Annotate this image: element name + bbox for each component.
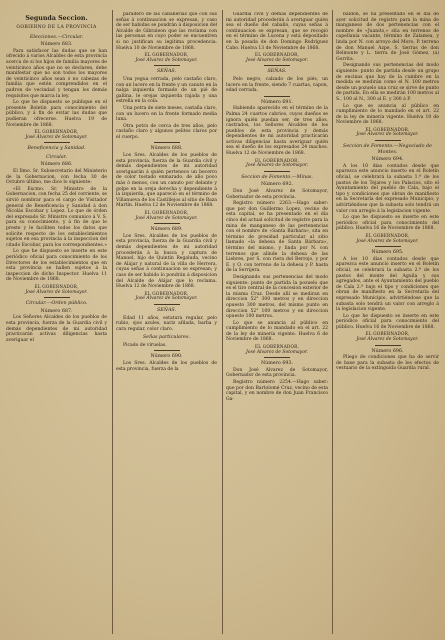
separator-rule [44, 297, 70, 298]
article-number: Número 689. [150, 227, 183, 233]
separator-rule [264, 65, 290, 66]
paragraph: Los Sres. Alcaldes de los pueblos de esta provincia, fuerza de la Guardia civil y demás dependientes de mi autoridad procederán á la busca y captura de Manuel, hijo de Quintín Regaluda, vecino de Alájar y natural de la villa de Herrera, cuyas señas á continuacion se expresan; y caso de ser habido lo pondrán á disposicion del Alcalde de Alájar que lo reclama. Huelva 12 de Noviembre de 1868. [116, 233, 217, 290]
separator-rule [375, 246, 401, 247]
separator-rule [375, 140, 401, 141]
signature-title: EL GOBERNADOR, [144, 210, 189, 215]
paragraph: Para satisfacer las dudas que se han ofrecido á varios Alcaldes de esta provincia acerca de si los hijos de familia mayores de veinticinco años que no se declaren, debe manifestar que no son todos los mayores de veinticinco años sean ó no cabezas de familia que estén comprendidos en el padron de vecindad y tengan los demás requisitos que marca la ley. [6, 48, 107, 99]
paragraph: Picado de viruelas. [123, 342, 167, 348]
column-rule [332, 10, 333, 634]
column-1 [6, 12, 107, 636]
article-number: Número 687. [40, 308, 73, 314]
paragraph: Pliego de condiciones que ha de servir de base para la subasta de los efectos de vestuario de la extinguida Guardia rural. [336, 355, 439, 372]
signature-name: José Alvarez de Sotomayor. [25, 134, 88, 140]
article-heading: Circular.—Orden público. [25, 301, 88, 307]
signature-name: José Alvarez de Sotomayor. [356, 238, 419, 244]
separator-rule [264, 96, 290, 97]
section-heading: Segunda Seccion. [25, 15, 88, 22]
paragraph: Registro número 2263.—Hago saber: que por don Guillermo Lopez, vecino de esta capital, se ha presentado en el día cinco del actual solicitud de registro para la mina de manganeso de las pertenencias con el nombre de «Santa Bárbara», sita en término de presidad particular al sitio llamado «la dehesa de Santa Bárbara», término del mismo, y linda por N. con terrenos que alinde la dehesa de las Liebres, por S. con riera del Berrojo, y por E. y O. con terreno de la dehesa y P. hasta de la Serrijera. [226, 201, 328, 274]
column-3 [226, 12, 328, 636]
article-heading: Señas particulares. [142, 335, 191, 341]
signature-name: José Alvarez de Sotomayor. [245, 57, 309, 63]
separator-rule [154, 350, 180, 351]
paragraph: Lo que se anuncia al público en cumplimiento de lo mandado en el art. 22 de la ley de minería vigente. Huelva 10 de Noviembre de 1868. [336, 103, 439, 126]
article-heading: Seccion de Fomento.—Negociado de Montes. [343, 144, 432, 155]
section-subheading: GOBIERNO DE LA PROVINCIA [16, 25, 97, 30]
paragraph: baldon, se ha presentado en el día de ayer solicitud de registro para la mina de manganeso de dos pertenencias con el nombre de «Juanito,» sita en terrenos de capellanía vacante, término de Zalamea, y linda por N. con arroyo del Moro, P. terreno de don Manuel Azpe, S. tierras de don Belmonte y L. tierra de José Gómez, (a) Gorrita. [336, 12, 439, 62]
paragraph: paradero de las caballerías que con sus señas á continuacion se expresan, y caso de ser habidas se pondrán á disposicion del Alcalde de Gibraleon que las reclama con las personas en cuyo poder se encuentren si no justifican su legítima procedencia. Huelva 10 de Noviembre de 1868. [116, 12, 217, 51]
separator-rule [154, 304, 180, 305]
signature-name: José Alvarez de Sotomayor. [245, 349, 309, 355]
separator-rule [154, 65, 180, 66]
signature-title: EL GOBERNADOR, [365, 232, 410, 238]
paragraph: «El Excmo. Sr. Ministro de la Gobernacion, con fecha 25 del corriente, se sirvió nombrar para el cargo de Visitador general de Beneficencia y Sanidad á don Nicolás Escobar y Lopez. Lo que de órden del expresado Sr. Ministro comunico á V. S. para su conocimiento, y á fin de que le preste y le faciliten todos los datos que solicite respecto de los establecimientos sujetos en esa provincia á la inspeccion del citado Escobar, para los correspondientes.» [6, 186, 107, 248]
signature-title: EL GOBERNADOR, [365, 331, 410, 337]
signature-name: José Alvarez de Sotomayor. [245, 163, 309, 169]
article-heading: SEÑAS. [156, 69, 177, 75]
paragraph: Don José Alvarez de Sotomayor, Gobernador de esta provincia. [226, 367, 328, 379]
article-number: Número 692. [260, 182, 294, 188]
separator-rule [44, 142, 70, 143]
article-number: Número 686. [40, 162, 73, 168]
signature-name: José Alvarez de Sotomayor. [135, 296, 198, 302]
signature-title: EL GOBERNADOR, [255, 157, 299, 163]
paragraph: Los Sres. Alcaldes de los pueblos de esta provincia, fuerza de la [116, 361, 217, 372]
paragraph: Lo que se anuncia al público en cumplimiento de lo mandado en el art. 22 de la ley de minería vigente. Huelva 6 de Noviembre de 1868. [226, 320, 328, 343]
paragraph: A los 10 días contados desde que aparezca este anuncio inserto en el Boletín oficial, se celebrará la subasta 1.ª de los pastos de los Tejares y los Palacios, sito el Ayuntamiento del pueblo de Cala, bajo el tipo y condiciones que obran de manifiesto en la Secretaría del expresado Municipio, y advirtiéndose que la subasta solo tendrá un valor con arreglo á la legislacion vigente. [336, 163, 439, 214]
paragraph: Don José Alvarez de Sotomayor, Gobernador de esta provincia. [226, 189, 328, 200]
separator-rule [154, 142, 180, 143]
column-rule [112, 10, 113, 634]
article-number: Número 683. [40, 42, 73, 48]
paragraph: Edad 11 años, estatura regular, pelo rubio, ojos azules, nariz afilada, barba y cara regular, color claro. [116, 315, 217, 332]
signature-title: EL GOBERNADOR, [255, 52, 299, 58]
article-heading: Beneficencia y Sanidad. [27, 146, 86, 152]
paragraph: Lo que he dispuesto se publique en el presente Boletin para conocimiento del público, y á fin de evitar las dudas que pudieran ofrecerse. Huelva 19 de Noviembre de 1868. [6, 100, 107, 128]
column-rule [222, 10, 223, 634]
separator-rule [375, 345, 401, 346]
paragraph: Habiendo aparecido en el término de la Palma 24 cuartos cabrios, cuyos dueños se ignora quién puedan ser, de tres años, castrados, los Señores Alcaldes de los pueblos de esta provincia y demás dependientes de mi autoridad practicarán activas diligencias hasta averiguar quién sea el dueño de los expresados 24 machos. Huelva 12 de Noviembre de 1868. [226, 106, 328, 157]
article-number: Número 696. [371, 348, 404, 354]
signature-name: José Alvarez de Sotomayor. [135, 215, 198, 221]
article-heading: Circular. [46, 154, 67, 160]
article-heading: SEÑAS. [156, 307, 177, 313]
article-heading: Seccion de Fomento.—Minas. [241, 174, 313, 180]
paragraph: Una yegua cerrada, pelo castaño claro, con un lucero en la frente y un canuto en la nalga izquierda formado de un pié de gallina, le orejas izquierda rajada y una estrella en la cola. [116, 76, 217, 105]
paragraph: Guardia civil y demás dependientes de mi autoridad procederán á averiguar quién sea el dueño del caballo, cuyas señas á continuacion se expresan, que se recogió en el término de Lucena y está depositado en la posada de don Domingo Rodriguez Cabo. Huelva 13 de Noviembre de 1868. [226, 12, 328, 51]
column-2 [116, 12, 217, 636]
signature-name: José Alvarez de Sotomayor. [25, 289, 88, 295]
separator-rule [154, 223, 180, 224]
separator-rule [264, 357, 290, 358]
article-number: Número 688. [150, 146, 183, 152]
signature-title: EL GOBERNADOR, [144, 290, 189, 296]
signature-title: EL GOBERNADOR, [34, 283, 79, 289]
paragraph: Una potra de siete meses, castaña claro, con un lucero en la frente formado media luna. [116, 105, 217, 123]
signature-name: José Alvarez de Sotomayor. [135, 57, 198, 63]
article-number: Número 690. [150, 354, 183, 360]
signature-name: José Alvarez de Sotomayor. [356, 132, 419, 138]
article-number: Número 694. [371, 157, 404, 163]
paragraph: Designando sus pertenencias del modo siguiente: punto de partida la pozuelo que es el tiro central de la concesion exterior de la misma Cruz. Desde allí se mediran en direccion 52° 300 metros y en direccion opuesto 300 metros, del mismo punto en direccion 52° 100 metros y en direccion opuesto 100 metros. [226, 274, 328, 320]
paragraph: Lo que he dispuesto se inserte en este periódico oficial para conocimiento de los Directores de los establecimientos que en esta provincia se hallen sujetos á la inspeccion de dicho Inspector. Huelva 11 de Noviembre de 1868. [6, 249, 107, 283]
article-heading: SEÑAS. [267, 69, 287, 75]
paragraph: Lo que he dispuesto se inserte en este periódico oficial para conocimiento del público. Huelva 16 de Noviembre de 1868. [336, 215, 439, 232]
paragraph: A los 10 días contados desde que aparezca este anuncio inserto en el Boletín oficial, se celebrará la subasta 2.ª de los pastos del monte del Aguila y sus agregados, ante el Ayuntamiento del pueblo de Cala 2.ª bajo el tipo y condiciones que obran de manifiesto en la Secretaría del expresado Municipio, advirtiéndose que la subasta solo tendrá un valor con arreglo á la legislacion vigente. [336, 256, 439, 313]
paragraph: Pelo negro, calzado de los piés, un lucero en la frente, siendo 7 cuartas, capon, edad cerrada. [226, 76, 328, 94]
signature-title: EL GOBERNADOR, [144, 52, 189, 58]
signature-title: EL GOBERNADOR, [34, 129, 79, 135]
signature-title: EL GOBERNADOR, [255, 344, 299, 350]
column-4 [336, 12, 439, 636]
paragraph: El Ilmo. Sr. Subsecretario del Ministerio de la Gobernacion, con fecha 30 de Octubre último, me dice lo siguiente: [6, 169, 107, 186]
article-heading: Elecciones.—Circular. [29, 34, 84, 40]
article-number: Número 693. [260, 361, 294, 367]
article-number: Número 695. [371, 250, 404, 256]
signature-name: José Alvarez de Sotomayor. [356, 337, 419, 343]
paragraph: Otra potra de cerca de tres años, pelo castaño claro y algunos pelitos claros por el cuerpo. [116, 123, 217, 140]
paragraph: Los Señores Alcaldes de los pueblos de esta provincia, fuerza de la Guardia civil y demás dependientes de mi autoridad practicarán activas diligencias hasta averiguar el [6, 315, 107, 343]
paragraph: Lo que he dispuesto se inserte en este periódico oficial para conocimiento del público. Huelva 16 de Noviembre de 1868. [336, 313, 439, 330]
paragraph: Registro número 2254.—Hago saber: que por don Bartolomé Cruz, vecino de esta capital, y en nombre de don Juan Francisco Ga- [226, 380, 328, 402]
separator-rule [264, 171, 290, 172]
signature-title: EL GOBERNADOR, [365, 126, 410, 132]
paragraph: Los Sres. Alcaldes de los pueblos de esta provincia, fuerza de la Guardia civil y demás dependientes de mi autoridad averiguarán á quién pertenece un becerro de color tostado enmarado, de año poco más ó menos, con un canuto por delante y golpe en la oreja derecha y dependiente á la izquierda, que apareció en el término de Villanueva de los Castillejos al sitio de Baza Martín. Huelva 12 de Noviembre de 1868. [116, 153, 217, 209]
article-number: Número 691. [260, 99, 294, 105]
paragraph: Designando sus pertenencias del modo siguiente: punto de partida desde un grupo de encinas que hay de la cumbre en la medida se medirán como el N. 100 metros desde un pozuelo una cruz se sirve de punto de partida. En ella se medirán 100 metros al S., 100 al N., 300 al E. y 300 á P. [336, 63, 439, 102]
